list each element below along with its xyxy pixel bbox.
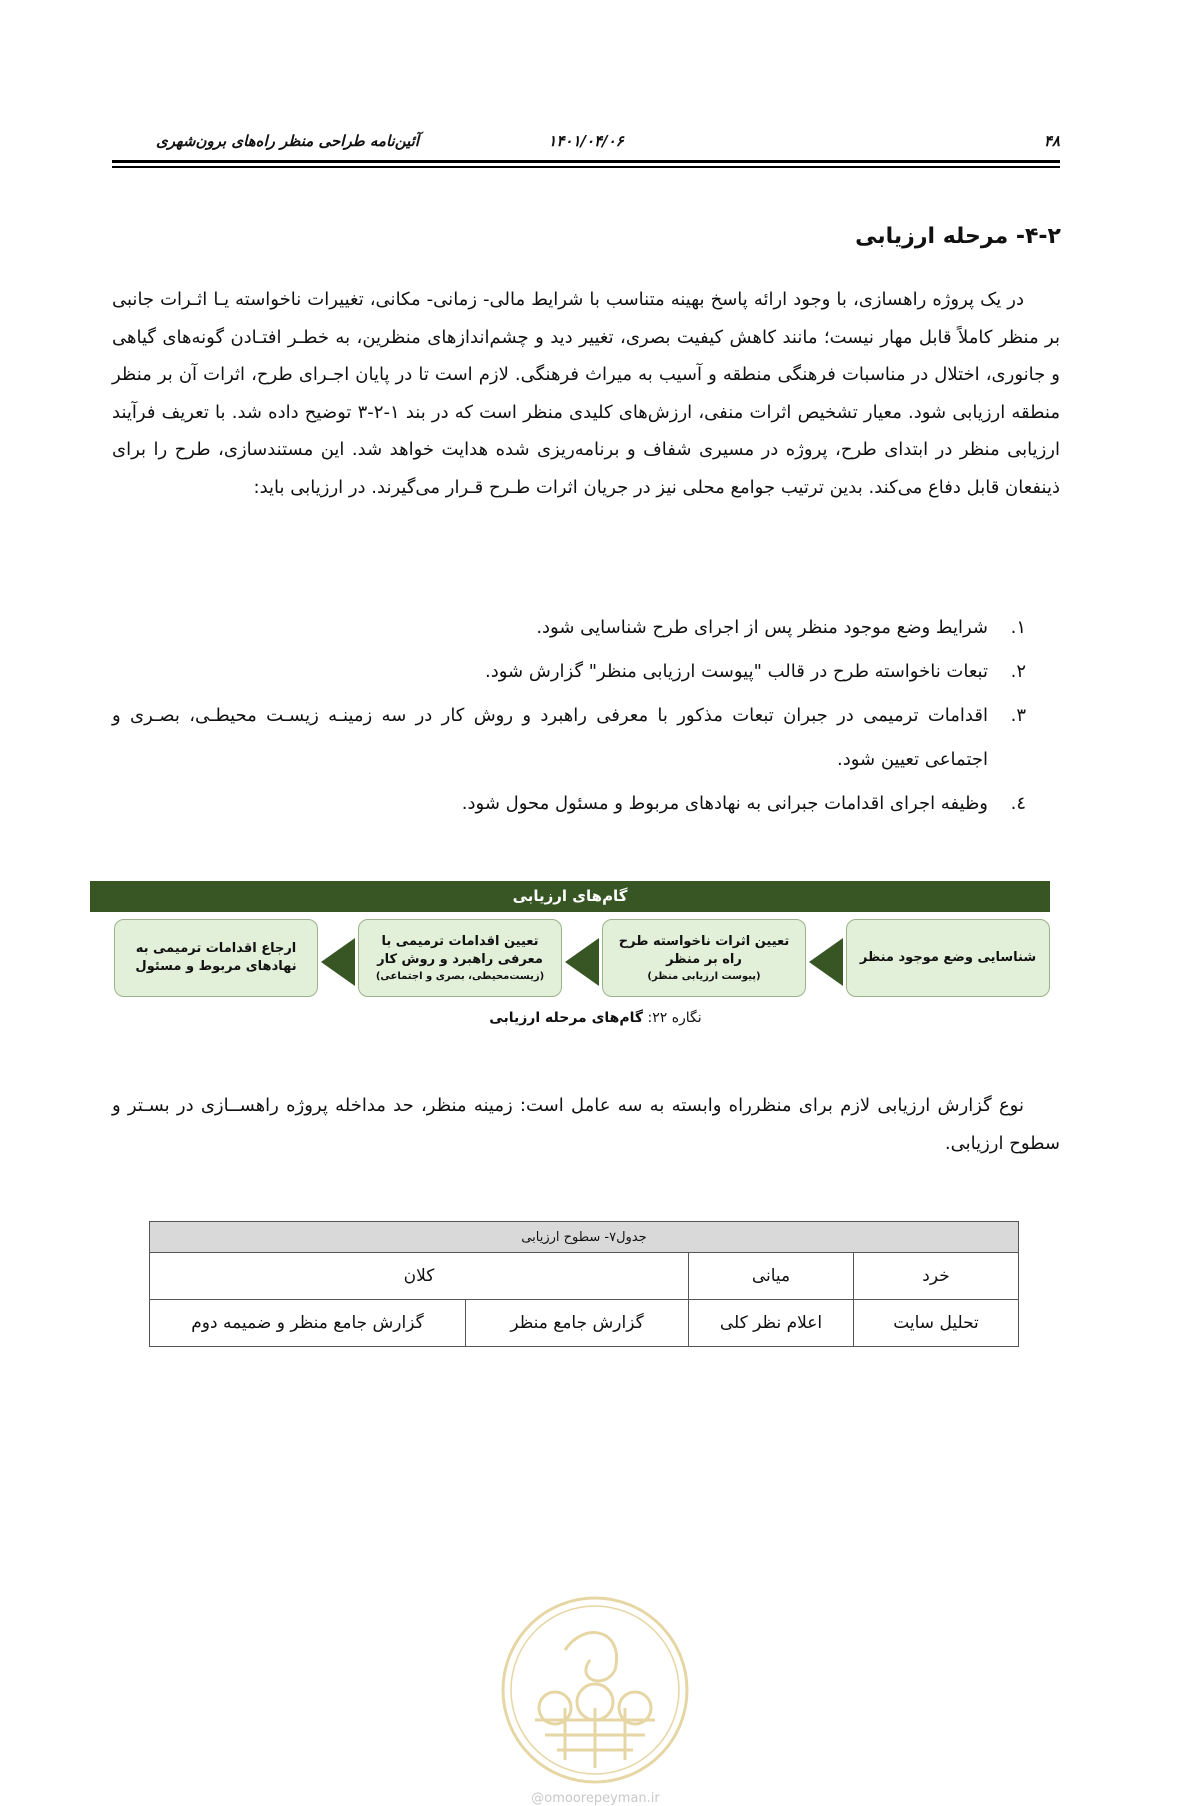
step-line: ارجاع اقدامات ترمیمی به: [135, 941, 297, 956]
left-arrow-icon: [565, 938, 599, 986]
diagram-step: [358, 919, 562, 997]
list-item: [112, 650, 1060, 694]
list-text: تبعات ناخواسته طرح در قالب "پیوست ارزیابی منظر" گزارش شود.: [485, 661, 988, 682]
list-number: ۱.: [1010, 617, 1026, 638]
watermark-seal-icon: [495, 1590, 695, 1790]
diagram-step: [114, 919, 318, 997]
list-text: شرایط وضع موجود منظر پس از اجرای طرح شناسایی شود.: [536, 617, 988, 638]
caption-title: گام‌های مرحله ارزیابی: [489, 1010, 644, 1026]
step-line: شناسایی وضع موجود منظر: [859, 950, 1037, 965]
table-header-cell: خرد: [854, 1253, 1019, 1300]
figure-caption: [0, 1010, 1191, 1026]
caption-prefix: نگاره ۲۲:: [643, 1010, 702, 1026]
step-line: نهادهای مربوط و مسئول: [135, 959, 297, 974]
assessment-steps-diagram: [90, 881, 1050, 1001]
body-paragraph: نوع گزارش ارزیابی لازم برای منظرراه وابسته به سه عامل است: زمینه منظر، حد مداخله پروژه راهســازی در بسـتر و سطوح ارزیابی.: [112, 1095, 1060, 1154]
table-header-cell: میانی: [689, 1253, 854, 1300]
list-number: ۳.: [1010, 705, 1026, 726]
running-header: [112, 132, 1060, 162]
table-row: [150, 1300, 1019, 1347]
table-caption-row: [150, 1222, 1019, 1253]
left-arrow-icon: [809, 938, 843, 986]
step-line: معرفی راهبرد و روش کار: [377, 951, 543, 967]
step-note: (پیوست ارزیابی منظر): [647, 970, 761, 982]
table-header-cell: کلان: [150, 1253, 689, 1300]
list-item: [112, 782, 1060, 826]
page-number: ۴۸: [1043, 132, 1060, 150]
watermark-url: @omoorepeyman.ir: [531, 1791, 660, 1806]
body-paragraph: در یک پروژه راهسازی، با وجود ارائه پاسخ بهینه متناسب با شرایط مالی- زمانی- مکانی، تغییرات ناخواسته یـا اثـرات جانبی بر منظر کاملاً قابل مهار نیست؛ مانند کاهش کیفیت بصری، تغییر دید و چشم‌اندازهای منظرین، به خطـر افتـادن گونه‌های گیاهی و جانوری، اختلال در مناسبات فرهنگی منطقه و آسیب به میراث فرهنگی. لازم است تا در پایان اجـرای طرح، اثرات آن بر منظر منطقه ارزیابی شود. معیار تشخیص اثرات منفی، ارزش‌های کلیدی منظر است که در بند ۱-۲-۳ توضیح داده شد. با تعریف فرآیند ارزیابی منظر در ابتدای طرح، پروژه در مسیری شفاف و برنامه‌ریزی شده هدایت خواهد شد. این مستندسازی، طرح را برای ذینفعان قابل دفاع می‌کند. بدین ترتیب جوامع محلی نیز در جریان اثرات طـرح قـرار می‌گیرند. در ارزیابی باید:: [112, 289, 1060, 498]
numbered-list: [112, 606, 1060, 826]
diagram-title: گام‌های ارزیابی: [90, 881, 1050, 912]
header-date: ۱۴۰۱/۰۴/۰۶: [548, 132, 624, 150]
diagram-step: [846, 919, 1050, 997]
table-caption: جدول۷- سطوح ارزیابی: [150, 1222, 1019, 1253]
step-line: تعیین اثرات ناخواسته طرح: [618, 933, 790, 949]
step-line: تعیین اقدامات ترمیمی با: [381, 933, 539, 949]
table-cell: گزارش جامع منظر و ضمیمه دوم: [150, 1300, 466, 1347]
list-text: اقدامات ترمیمی در جبران تبعات مذکور با معرفی راهبرد و روش کار در سه زمینـه زیسـت محیطـی، بصـری و اجتماعی تعیین شود.: [112, 705, 988, 770]
diagram-step: [602, 919, 806, 997]
left-arrow-icon: [321, 938, 355, 986]
header-title: آئین‌نامه طراحی منظر راه‌های برون‌شهری: [156, 132, 419, 150]
table-header-row: [150, 1253, 1019, 1300]
section-title: ۴-۲- مرحله ارزیابی: [855, 224, 1061, 249]
list-item: [112, 694, 1060, 782]
step-note: (زیست‌محیطی، بصری و اجتماعی): [375, 970, 545, 982]
table-cell: اعلام نظر کلی: [689, 1300, 854, 1347]
header-rule-thin: [112, 166, 1060, 168]
list-item: [112, 606, 1060, 650]
table-cell: گزارش جامع منظر: [466, 1300, 689, 1347]
list-text: وظیفه اجرای اقدامات جبرانی به نهادهای مربوط و مسئول محول شود.: [461, 793, 988, 814]
step-line: راه بر منظر: [666, 951, 742, 967]
table-cell: تحلیل سایت: [854, 1300, 1019, 1347]
list-number: ۲.: [1010, 661, 1026, 682]
header-rule-thick: [112, 160, 1060, 163]
assessment-levels-table: [149, 1221, 1019, 1347]
list-number: ٤.: [1010, 793, 1026, 814]
